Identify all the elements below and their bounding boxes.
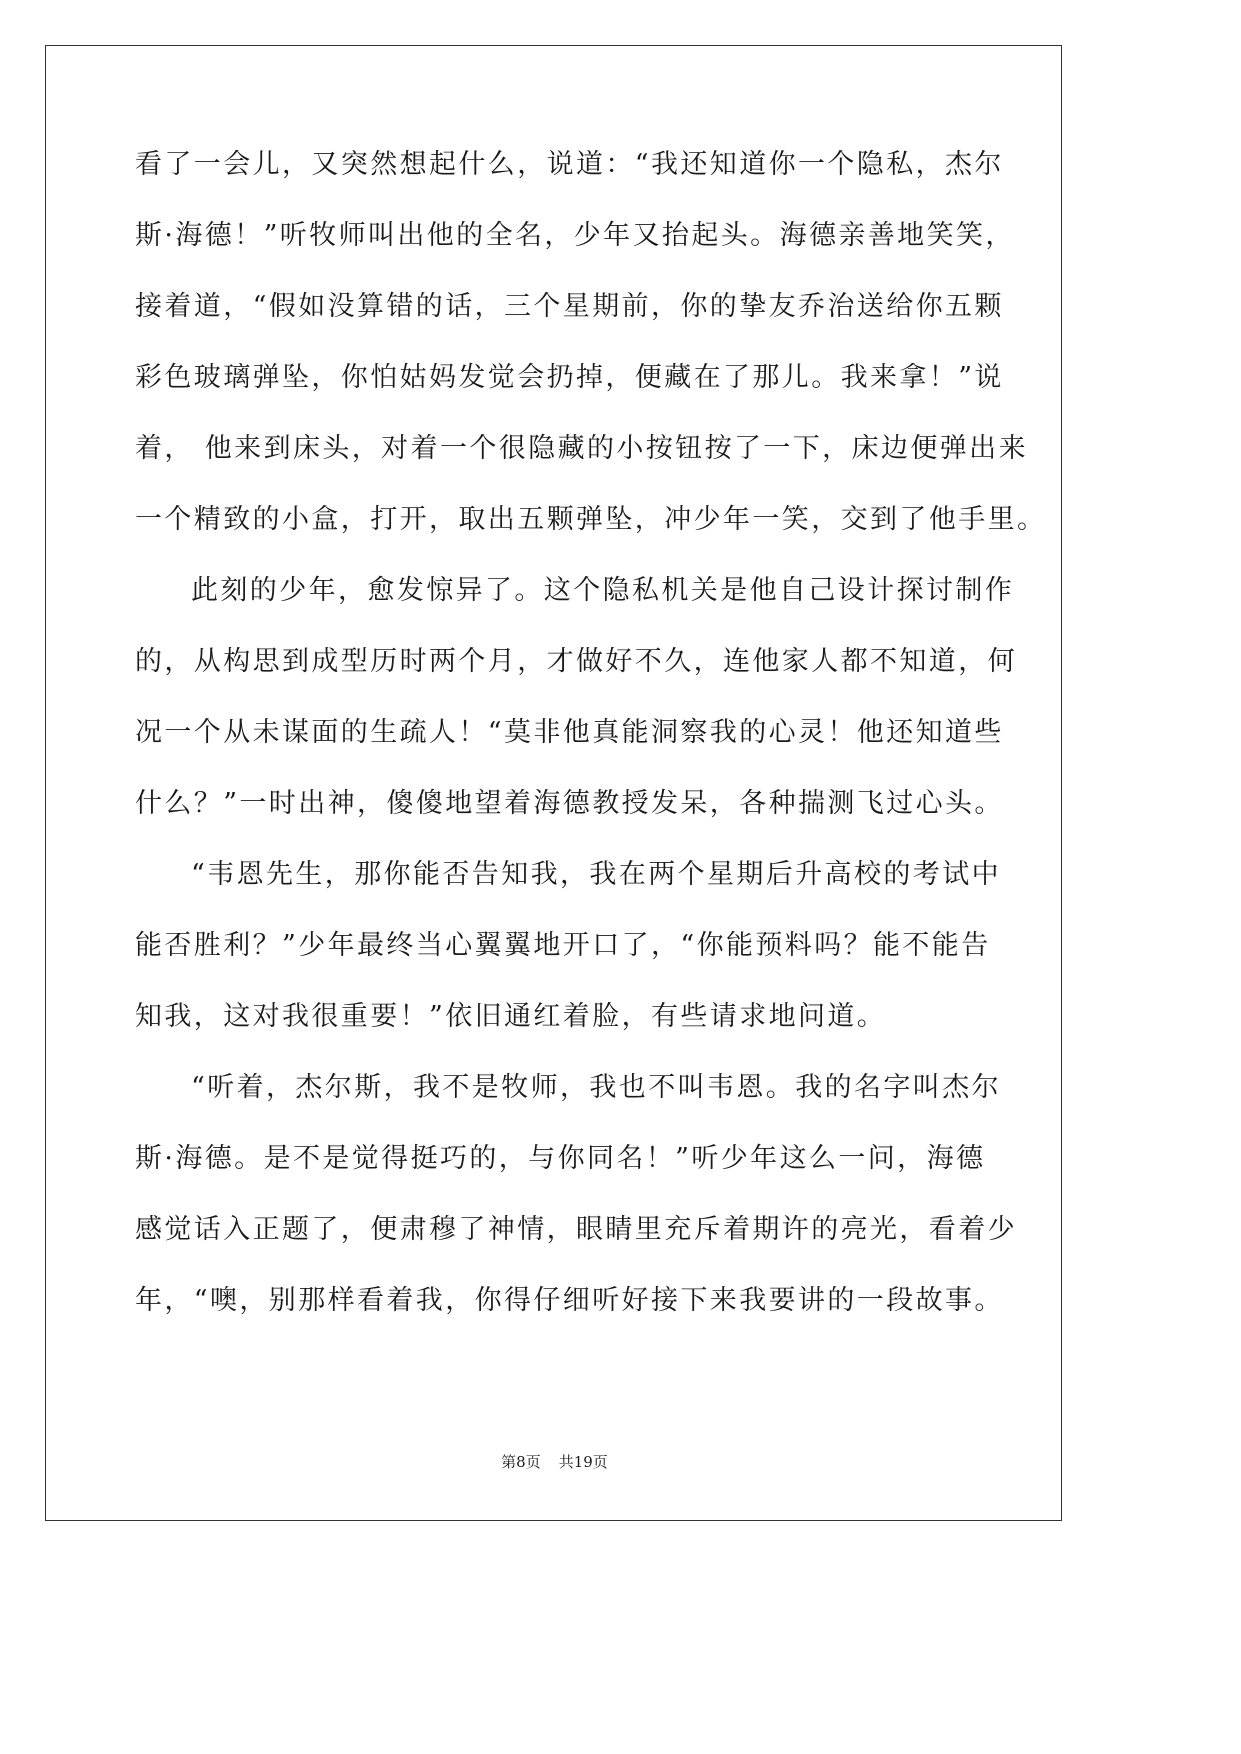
page-footer: [0, 1452, 1109, 1472]
page-number: 第8页: [501, 1453, 541, 1471]
text-line: 况一个从未谋面的生疏人！“莫非他真能洞察我的心灵！他还知道些: [135, 717, 1004, 748]
text-line: 的，从构思到成型历时两个月，才做好不久，连他家人都不知道，何: [135, 646, 1017, 677]
text-line: 斯·海德！”听牧师叫出他的全名，少年又抬起头。海德亲善地笑笑，: [135, 220, 1015, 251]
text-line: 彩色玻璃弹坠，你怕姑妈发觉会扔掉，便藏在了那儿。我来拿！”说: [135, 362, 1004, 393]
text-line: 能否胜利？”少年最终当心翼翼地开口了，“你能预料吗？能不能告: [135, 930, 991, 961]
text-line: 什么？”一时出神，傻傻地望着海德教授发呆，各种揣测飞过心头。: [135, 788, 1004, 819]
text-line: 年，“噢，别那样看着我，你得仔细听好接下来我要讲的一段故事。: [135, 1285, 1004, 1316]
text-line: 看了一会儿，又突然想起什么，说道：“我还知道你一个隐私，杰尔: [135, 149, 1004, 180]
text-line: 接着道，“假如没算错的话，三个星期前，你的挚友乔治送给你五颗: [135, 291, 1004, 322]
text-line: 斯·海德。是不是觉得挺巧的，与你同名！”听少年这么一问，海德: [135, 1143, 986, 1174]
paragraph-start-line: “韦恩先生，那你能否告知我，我在两个星期后升高校的考试中: [191, 859, 1002, 890]
text-line: 着， 他来到床头，对着一个很隐藏的小按钮按了一下，床边便弹出来: [135, 433, 1028, 464]
text-line: 一个精致的小盒，打开，取出五颗弹坠，冲少年一笑，交到了他手里。: [135, 504, 1047, 535]
text-line: 感觉话入正题了，便肃穆了神情，眼睛里充斥着期许的亮光，看着少: [135, 1214, 1017, 1245]
document-body: [135, 138, 1047, 1345]
text-line: 知我，这对我很重要！”依旧通红着脸，有些请求地问道。: [135, 1001, 887, 1032]
page-total: 共19页: [558, 1453, 608, 1471]
paragraph-start-line: 此刻的少年，愈发惊异了。这个隐私机关是他自己设计探讨制作: [191, 575, 1015, 606]
paragraph-start-line: “听着，杰尔斯，我不是牧师，我也不叫韦恩。我的名字叫杰尔: [191, 1072, 1002, 1103]
